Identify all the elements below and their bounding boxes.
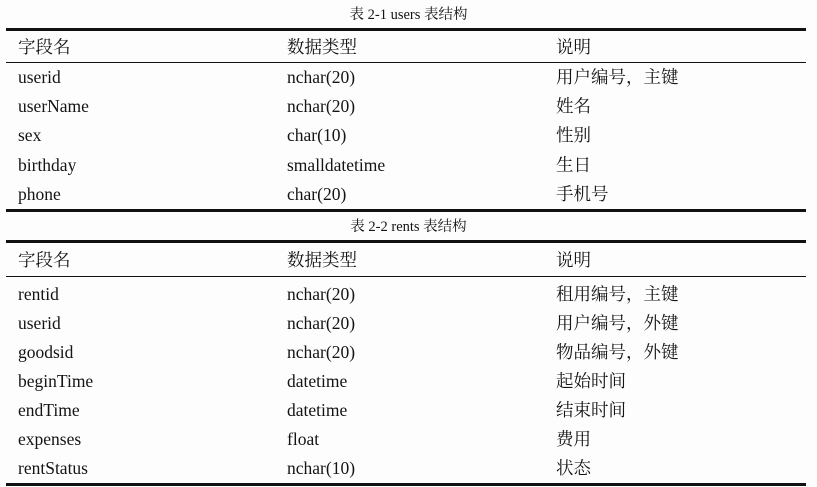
header-field-name: 字段名: [18, 250, 71, 270]
cell-field: birthday: [18, 155, 77, 175]
cell-type: nchar(20): [287, 342, 356, 362]
table-row: [0, 338, 817, 366]
cell-type: char(20): [287, 184, 347, 204]
table-row: [0, 92, 817, 120]
cell-desc: 费用: [556, 429, 591, 449]
cell-type: nchar(20): [287, 67, 356, 87]
header-field-name: 字段名: [18, 37, 71, 57]
cell-desc: 生日: [556, 155, 591, 175]
header-data-type: 数据类型: [287, 250, 357, 270]
cell-desc: 手机号: [556, 184, 609, 204]
table-row: [0, 180, 817, 208]
cell-type: datetime: [287, 371, 348, 391]
cell-desc: 用户编号，外键: [556, 313, 679, 333]
table-row: [0, 454, 817, 482]
cell-desc: 状态: [556, 458, 591, 478]
cell-desc: 起始时间: [556, 371, 626, 391]
table-header-row: [0, 33, 817, 61]
cell-desc: 结束时间: [556, 400, 626, 420]
cell-type: smalldatetime: [287, 155, 386, 175]
cell-desc: 用户编号，主键: [556, 67, 679, 87]
table-row: [0, 309, 817, 337]
table-header-rule: [6, 276, 806, 277]
table-bottom-rule: [6, 209, 806, 212]
table-row: [0, 63, 817, 91]
cell-field: goodsid: [18, 342, 74, 362]
cell-type: char(10): [287, 125, 347, 145]
cell-type: nchar(20): [287, 284, 356, 304]
cell-field: expenses: [18, 429, 82, 449]
header-description: 说明: [556, 250, 591, 270]
cell-field: rentStatus: [18, 458, 88, 478]
header-data-type: 数据类型: [287, 37, 357, 57]
header-description: 说明: [556, 37, 591, 57]
table-top-rule: [6, 240, 806, 243]
cell-desc: 租用编号，主键: [556, 284, 679, 304]
table-row: [0, 151, 817, 179]
table-row: [0, 396, 817, 424]
cell-type: nchar(20): [287, 96, 356, 116]
table-row: [0, 425, 817, 453]
cell-desc: 性别: [556, 125, 591, 145]
cell-desc: 物品编号，外键: [556, 342, 679, 362]
table-caption-rents: 表 2-2 rents 表结构: [350, 219, 467, 235]
cell-field: sex: [18, 125, 42, 145]
cell-type: nchar(10): [287, 458, 356, 478]
table-header-row: [0, 246, 817, 274]
cell-type: nchar(20): [287, 313, 356, 333]
cell-field: rentid: [18, 284, 59, 304]
table-top-rule: [6, 28, 806, 31]
table-bottom-rule: [6, 483, 806, 486]
cell-type: datetime: [287, 400, 348, 420]
cell-field: userid: [18, 67, 61, 87]
cell-field: phone: [18, 184, 61, 204]
cell-field: userName: [18, 96, 89, 116]
table-row: [0, 280, 817, 308]
cell-field: beginTime: [18, 371, 94, 391]
table-row: [0, 121, 817, 149]
cell-field: userid: [18, 313, 61, 333]
cell-type: float: [287, 429, 320, 449]
cell-desc: 姓名: [556, 96, 591, 116]
table-row: [0, 367, 817, 395]
cell-field: endTime: [18, 400, 80, 420]
table-caption-users: 表 2-1 users 表结构: [349, 7, 468, 23]
